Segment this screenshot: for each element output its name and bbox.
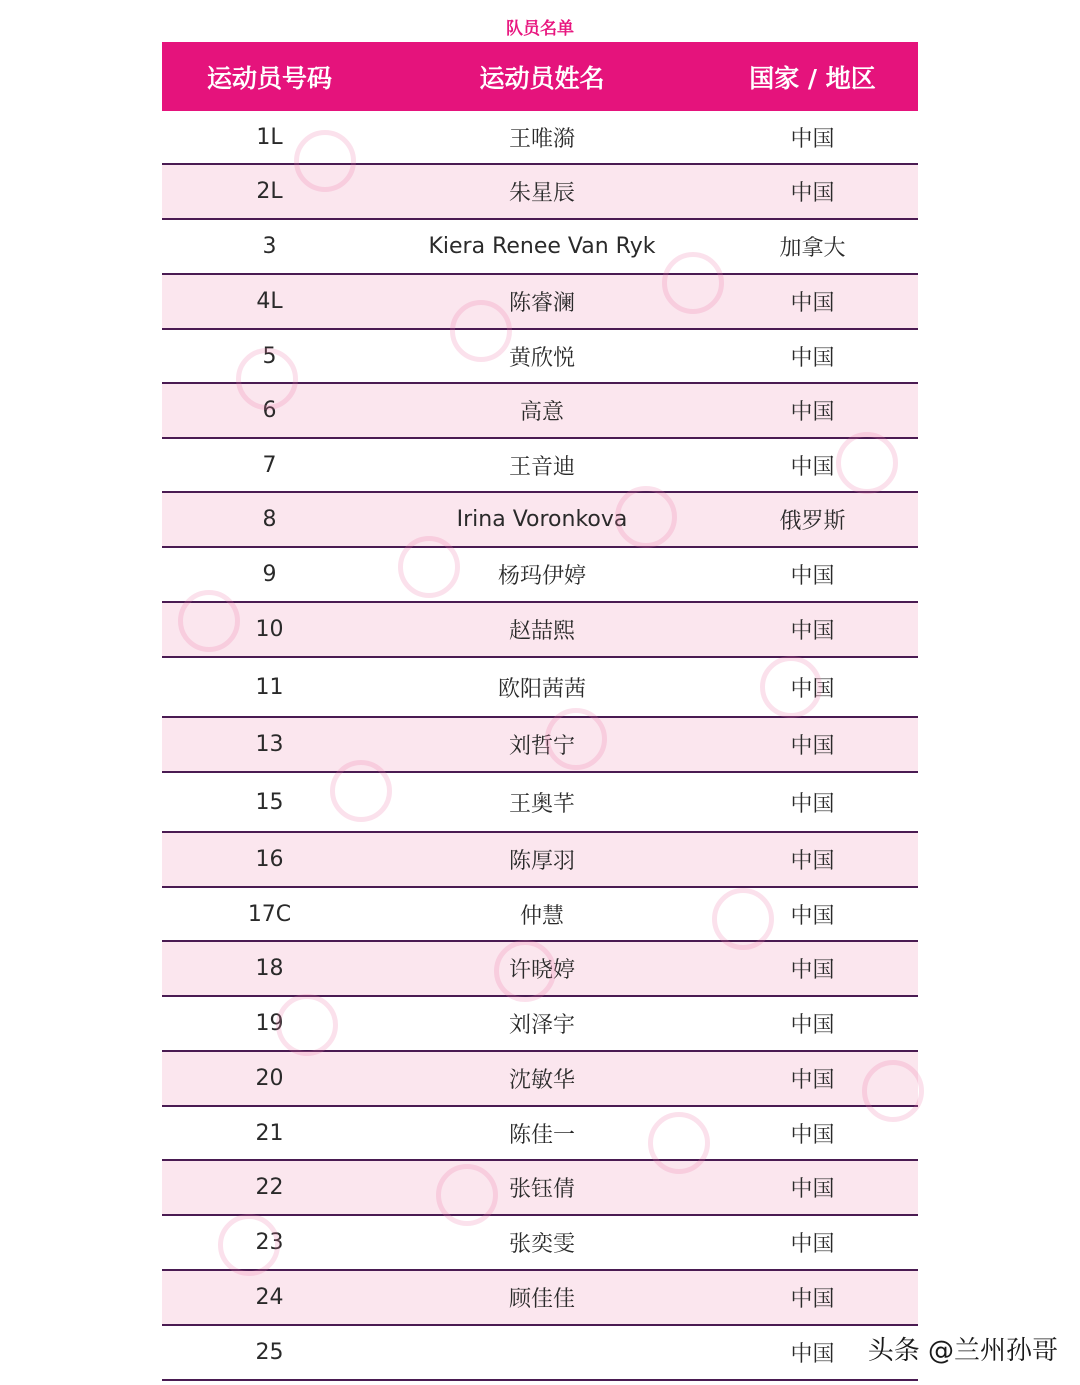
table-row bbox=[162, 1052, 918, 1107]
player-number: 20 bbox=[255, 1066, 284, 1091]
player-number: 9 bbox=[262, 562, 277, 587]
player-number: 10 bbox=[255, 617, 284, 642]
player-country: 中国 bbox=[790, 903, 835, 929]
player-country: 中国 bbox=[790, 1287, 835, 1312]
player-number: 1L bbox=[256, 124, 283, 150]
player-number: 21 bbox=[255, 1120, 284, 1146]
player-name: 王唯漪 bbox=[508, 126, 575, 152]
player-number: 4L bbox=[256, 289, 283, 314]
table-row bbox=[162, 111, 918, 165]
player-country: 中国 bbox=[790, 454, 835, 480]
player-country: 中国 bbox=[790, 1232, 835, 1257]
column-header-country: 国家 / 地区 bbox=[749, 63, 876, 93]
player-name: 杨玛伊婷 bbox=[497, 564, 586, 589]
player-number: 23 bbox=[255, 1230, 284, 1255]
table-row bbox=[162, 1216, 918, 1271]
player-name: 黄欣悦 bbox=[508, 345, 575, 371]
table-header bbox=[162, 42, 918, 111]
table-row bbox=[162, 718, 918, 773]
player-name: 朱星辰 bbox=[508, 181, 575, 206]
player-name: 张奕雯 bbox=[508, 1232, 575, 1257]
player-number: 6 bbox=[262, 398, 277, 423]
column-header-name: 运动员姓名 bbox=[479, 63, 605, 93]
player-name: 许晓婷 bbox=[508, 958, 575, 983]
player-country: 中国 bbox=[790, 1177, 835, 1202]
roster-table bbox=[162, 42, 918, 1381]
player-name: 欧阳茜茜 bbox=[497, 676, 586, 702]
player-country: 中国 bbox=[790, 734, 835, 759]
player-country: 中国 bbox=[790, 126, 835, 152]
table-row bbox=[162, 888, 918, 942]
table-row bbox=[162, 658, 918, 718]
player-name: 高意 bbox=[519, 400, 564, 425]
player-country: 中国 bbox=[790, 181, 835, 206]
table-row bbox=[162, 833, 918, 888]
player-country: 中国 bbox=[790, 345, 835, 371]
table-row bbox=[162, 1326, 918, 1381]
player-number: 25 bbox=[255, 1340, 284, 1365]
table-row bbox=[162, 220, 918, 275]
player-country: 中国 bbox=[790, 1068, 835, 1093]
player-number: 11 bbox=[255, 674, 284, 700]
player-name: 陈佳一 bbox=[508, 1122, 575, 1148]
player-name: 王奥芊 bbox=[508, 791, 575, 817]
table-row bbox=[162, 493, 918, 548]
player-name: 陈厚羽 bbox=[508, 849, 575, 874]
table-row bbox=[162, 548, 918, 603]
table-row bbox=[162, 1161, 918, 1216]
player-number: 16 bbox=[255, 847, 284, 872]
player-country: 中国 bbox=[790, 1122, 835, 1148]
player-country: 中国 bbox=[790, 849, 835, 874]
player-number: 7 bbox=[262, 452, 277, 478]
page-title: 队员名单 bbox=[506, 19, 574, 39]
player-name: Irina Voronkova bbox=[456, 507, 628, 532]
player-country: 中国 bbox=[790, 400, 835, 425]
table-row bbox=[162, 773, 918, 833]
player-number: 5 bbox=[262, 343, 277, 369]
table-row bbox=[162, 603, 918, 658]
player-country: 俄罗斯 bbox=[779, 509, 846, 534]
column-header-number: 运动员号码 bbox=[206, 63, 332, 93]
table-row bbox=[162, 384, 918, 439]
table-row bbox=[162, 1271, 918, 1326]
player-number: 13 bbox=[255, 732, 284, 757]
player-country: 中国 bbox=[790, 1013, 835, 1038]
player-name: 刘哲宁 bbox=[508, 734, 575, 759]
table-row bbox=[162, 1107, 918, 1161]
table-body bbox=[162, 111, 918, 1381]
table-row bbox=[162, 997, 918, 1052]
table-row bbox=[162, 439, 918, 493]
player-country: 中国 bbox=[790, 564, 835, 589]
table-row bbox=[162, 330, 918, 384]
player-number: 8 bbox=[262, 507, 277, 532]
player-country: 加拿大 bbox=[779, 236, 846, 261]
player-number: 15 bbox=[255, 789, 284, 815]
player-country: 中国 bbox=[790, 619, 835, 644]
player-country: 中国 bbox=[790, 676, 835, 702]
player-country: 中国 bbox=[790, 791, 835, 817]
table-row bbox=[162, 275, 918, 330]
player-name: 王音迪 bbox=[508, 454, 575, 480]
player-country: 中国 bbox=[790, 291, 835, 316]
player-number: 24 bbox=[255, 1285, 284, 1310]
player-name: 赵喆熙 bbox=[508, 619, 575, 644]
player-name: 仲慧 bbox=[519, 903, 564, 929]
player-number: 22 bbox=[255, 1175, 284, 1200]
player-name: 张钰倩 bbox=[508, 1177, 575, 1202]
player-number: 17C bbox=[247, 901, 292, 927]
player-country: 中国 bbox=[790, 958, 835, 983]
player-name: Kiera Renee Van Ryk bbox=[428, 234, 656, 259]
source-watermark: 头条 @兰州孙哥 bbox=[867, 1336, 1058, 1366]
table-row bbox=[162, 165, 918, 220]
player-country: 中国 bbox=[790, 1342, 835, 1367]
player-number: 2L bbox=[256, 179, 283, 204]
player-number: 18 bbox=[255, 956, 284, 981]
player-name: 刘泽宇 bbox=[508, 1013, 575, 1038]
player-name: 陈睿澜 bbox=[508, 291, 575, 316]
table-row bbox=[162, 942, 918, 997]
player-number: 3 bbox=[262, 234, 277, 259]
player-name: 顾佳佳 bbox=[508, 1287, 575, 1312]
player-number: 19 bbox=[255, 1011, 284, 1036]
player-name: 沈敏华 bbox=[508, 1068, 575, 1093]
